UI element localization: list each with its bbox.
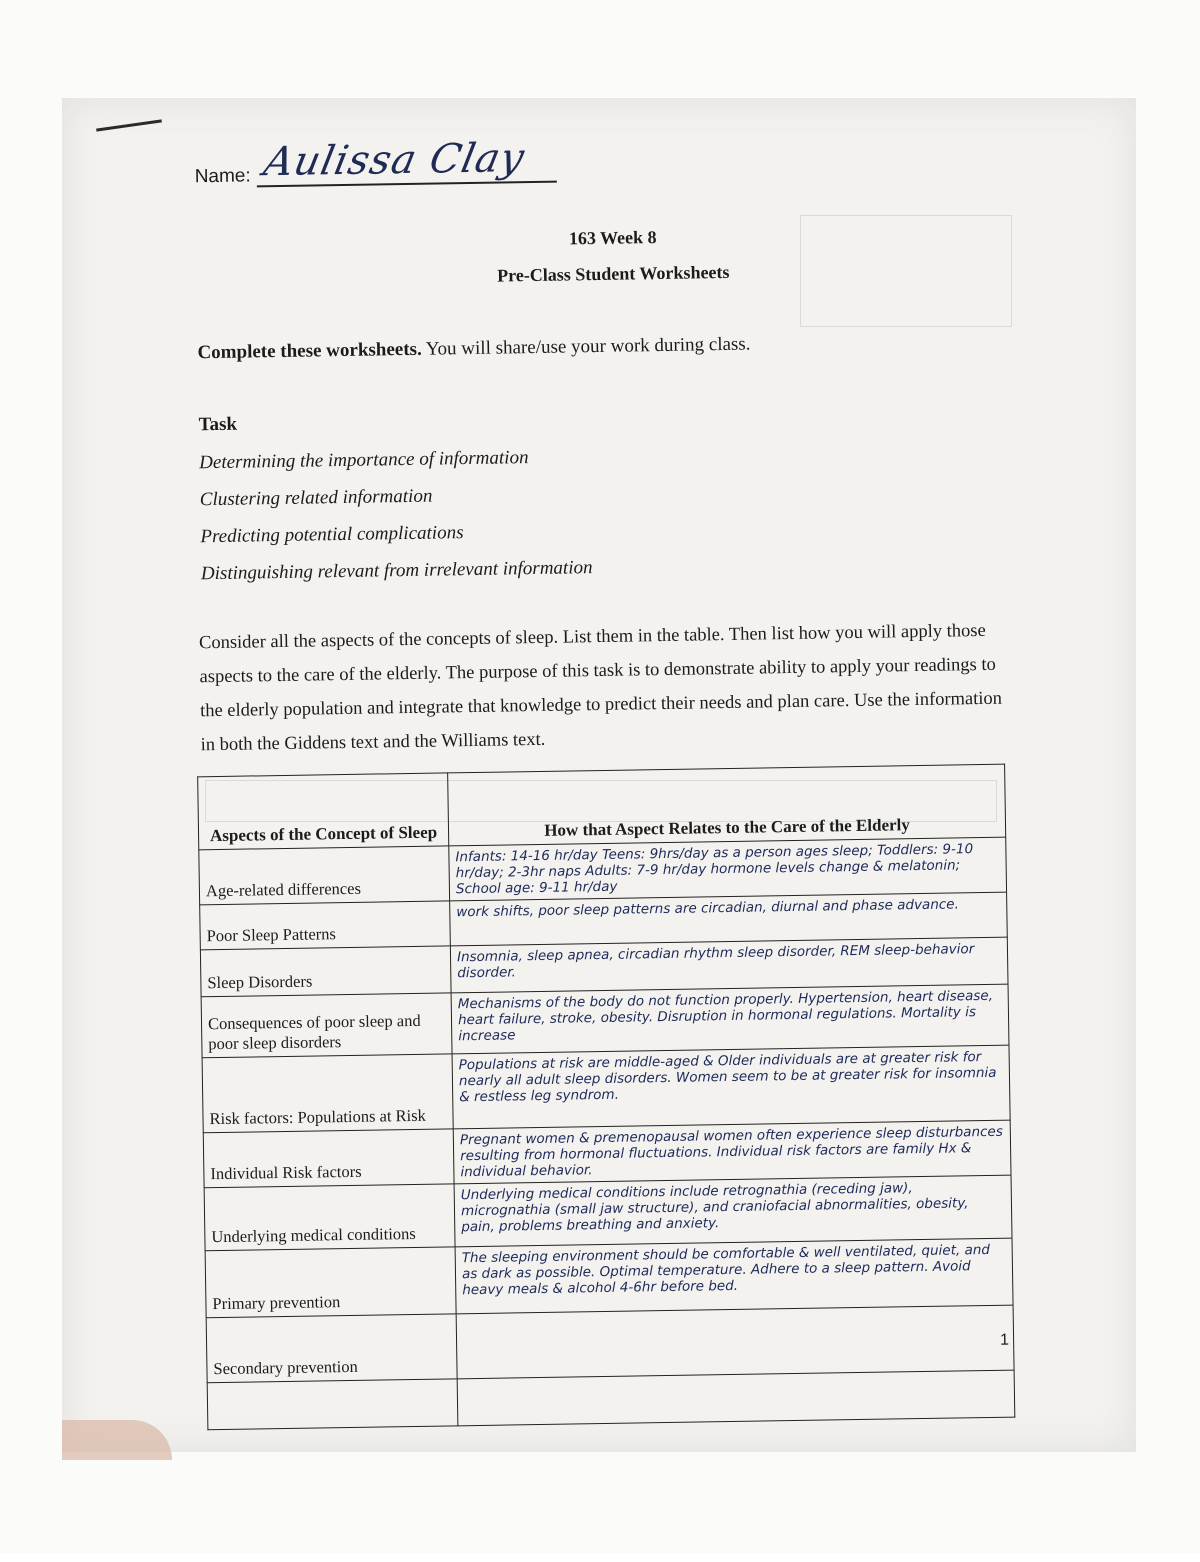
notes-cell: Populations at risk are middle-aged & Older individuals are at greater risk for nearly all adult sleep disorders. Women seem to be at greater risk for insomnia & restless leg syndrom.: [452, 1045, 1010, 1129]
task-list: [199, 446, 593, 600]
aspect-cell: Sleep Disorders: [200, 946, 451, 997]
notes-cell: work shifts, poor sleep patterns are circadian, diurnal and phase advance.: [450, 892, 1008, 946]
intro-bold: Complete these worksheets.: [197, 338, 422, 364]
table-row: [205, 1238, 1013, 1318]
column-header-aspects: Aspects of the Concept of Sleep: [198, 773, 449, 850]
table-row: [202, 1045, 1010, 1133]
task-item: Distinguishing relevant from irrelevant information: [200, 557, 593, 585]
task-item: Clustering related information: [199, 485, 433, 511]
name-line: [256, 135, 557, 188]
notes-cell: Insomnia, sleep apnea, circadian rhythm sleep disorder, REM sleep-behavior disorder.: [450, 937, 1008, 993]
handwritten-name: Aulissa Clay: [259, 135, 529, 186]
notes-cell: [456, 1305, 1014, 1379]
aspect-cell: Underlying medical conditions: [204, 1184, 455, 1251]
aspect-cell: Primary prevention: [205, 1247, 456, 1318]
task-item: Determining the importance of information: [199, 447, 529, 474]
name-row: [194, 135, 557, 189]
instructions-paragraph: Consider all the aspects of the concepts of sleep. List them in the table. Then list how you will apply those aspects to the care of the elderly. The purpose of this task is to demonstrate ability to apply your readings to the elderly population and integrate that knowledge to predict their needs and plan care. Use the information in both the Giddens text and the Williams text.: [198, 620, 1003, 756]
sleep-concept-table: [197, 764, 1015, 1431]
notes-cell: Underlying medical conditions include retrognathia (receding jaw), micrognathia (small jaw structure), and craniofacial abnormalities, obesity, pain, problems breathing and anxiety.: [454, 1175, 1012, 1247]
aspect-cell: Age-related differences: [199, 846, 450, 905]
notes-cell: [457, 1370, 1015, 1426]
page-subtitle: Pre-Class Student Worksheets: [496, 261, 730, 286]
notes-cell: Mechanisms of the body do not function properly. Hypertension, heart disease, heart failure, stroke, obesity. Disruption in hormonal regulations. Mortality is increase: [451, 984, 1009, 1054]
intro-rest: You will share/use your work during class.: [421, 333, 751, 360]
task-heading: Task: [198, 413, 238, 436]
intro-text: [197, 334, 750, 365]
aspect-cell: Poor Sleep Patterns: [200, 901, 451, 950]
notes-cell: Pregnant women & premenopausal women often experience sleep disturbances resulting from hormonal fluctuations. Individual risk factors are family Hx & individual behavior.: [453, 1120, 1011, 1184]
aspect-cell: Secondary prevention: [206, 1314, 457, 1383]
aspect-cell: [207, 1379, 458, 1430]
aspect-cell: Risk factors: Populations at Risk: [202, 1054, 453, 1133]
page-title: 163 Week 8: [568, 227, 657, 249]
name-label: Name:: [194, 165, 251, 188]
column-header-relation: How that Aspect Relates to the Care of the Elderly: [448, 764, 1006, 846]
notes-cell: The sleeping environment should be comfortable & well ventilated, quiet, and as dark as possible. Optimal temperature. Adhere to a sleep pattern. Avoid heavy meals & alcohol 4-6hr before bed.: [455, 1238, 1013, 1314]
aspect-cell: Individual Risk factors: [203, 1129, 454, 1188]
table-header-row: [198, 764, 1006, 850]
page-number: 1: [999, 1331, 1010, 1349]
task-item: Predicting potential complications: [200, 522, 464, 548]
aspect-cell: Consequences of poor sleep and poor sleep disorders: [201, 993, 452, 1058]
notes-cell: Infants: 14-16 hr/day Teens: 9hrs/day as a person ages sleep; Toddlers: 9-10 hr/day; 2-3hr naps Adults: 7-9 hr/day hormone levels change & melatonin; School age: 9-11 hr/day: [449, 837, 1007, 901]
